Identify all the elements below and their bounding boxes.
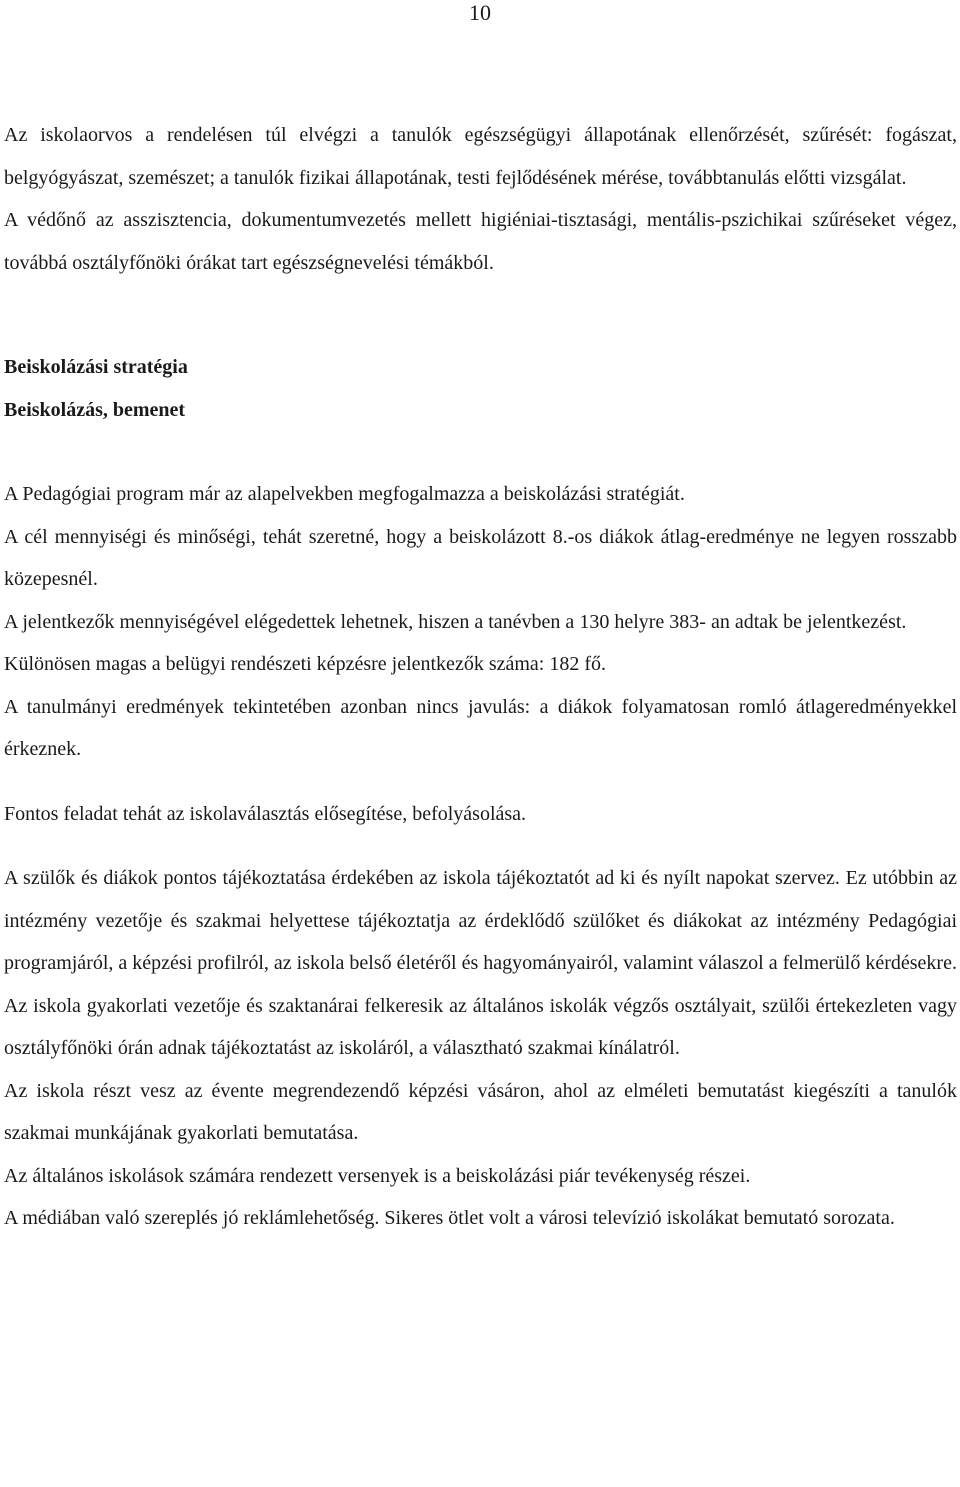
spacer <box>4 835 957 857</box>
paragraph-training-fair: Az iskola részt vesz az évente megrendezendő képzési vásáron, ahol az elméleti bemutatást kiegészíti a tanulók szakmai munkájának gyakorlati bemutatása. <box>4 1079 957 1144</box>
paragraph-health-visitor: A védőnő az asszisztencia, dokumentumvezetés mellett higiéniai-tisztasági, mentális-pszichikai szűréseket végez, továbbá osztályfőnöki órákat tart egészségnevelési témákból. <box>4 209 957 274</box>
paragraph-goal: A cél mennyiségi és minőségi, tehát szeretné, hogy a beiskolázott 8.-os diákok átlag-eredménye ne legyen rosszabb közepesnél. <box>4 525 957 590</box>
paragraph-school-doctor: Az iskolaorvos a rendelésen túl elvégzi a tanulók egészségügyi állapotának ellenőrzését, szűrését: fogászat, belgyógyászat, szemészet; a tanulók fizikai állapotának, testi fejlődésének mérése, továbbtanulás előtti vizsgálat. <box>4 124 957 189</box>
paragraph-media: A médiában való szereplés jó reklámlehetőség. Sikeres ötlet volt a városi televízió iskolákat bemutató sorozata. <box>4 1207 895 1229</box>
spacer <box>4 771 957 793</box>
document-body <box>4 114 957 1240</box>
spacer <box>4 284 957 346</box>
page-number: 10 <box>469 0 491 25</box>
heading-enrollment-intake: Beiskolázás, bemenet <box>4 398 186 421</box>
paragraph-school-visits: Az iskola gyakorlati vezetője és szaktanárai felkeresik az általános iskolák végzős osztályait, szülői értekezleten vagy osztályfőnöki órán adnak tájékoztatást az iskoláról, a választható szakmai kínálatról. <box>4 994 957 1059</box>
paragraph-open-days: A szülők és diákok pontos tájékoztatása érdekében az iskola tájékoztatót ad ki és nyílt napokat szervez. Ez utóbbin az intézmény vezetője és szakmai helyettese tájékoztatja az érdeklődő szülőket és diákokat az intézmény Pedagógiai programjáról, a képzési profilról, az iskola belső életéről és hagyományairól, valamint válaszol a felmerülő kérdésekre. <box>4 867 957 974</box>
paragraph-police-training: Különösen magas a belügyi rendészeti képzésre jelentkezők száma: 182 fő. <box>4 653 607 675</box>
paragraph-competitions: Az általános iskolások számára rendezett versenyek is a beiskolázási piár tevékenység részei. <box>4 1164 751 1187</box>
paragraph-program-strategy: A Pedagógiai program már az alapelvekben megfogalmazza a beiskolázási stratégiát. <box>4 483 685 505</box>
paragraph-important-task: Fontos feladat tehát az iskolaválasztás elősegítése, befolyásolása. <box>4 802 527 825</box>
heading-enrollment-strategy: Beiskolázási stratégia <box>4 356 188 378</box>
spacer <box>4 431 957 473</box>
paragraph-academic-results: A tanulmányi eredmények tekintetében azonban nincs javulás: a diákok folyamatosan romló átlageredményekkel érkeznek. <box>4 695 957 760</box>
paragraph-applicants: A jelentkezők mennyiségével elégedettek lehetnek, hiszen a tanévben a 130 helyre 383- an adtak be jelentkezést. <box>4 610 907 633</box>
